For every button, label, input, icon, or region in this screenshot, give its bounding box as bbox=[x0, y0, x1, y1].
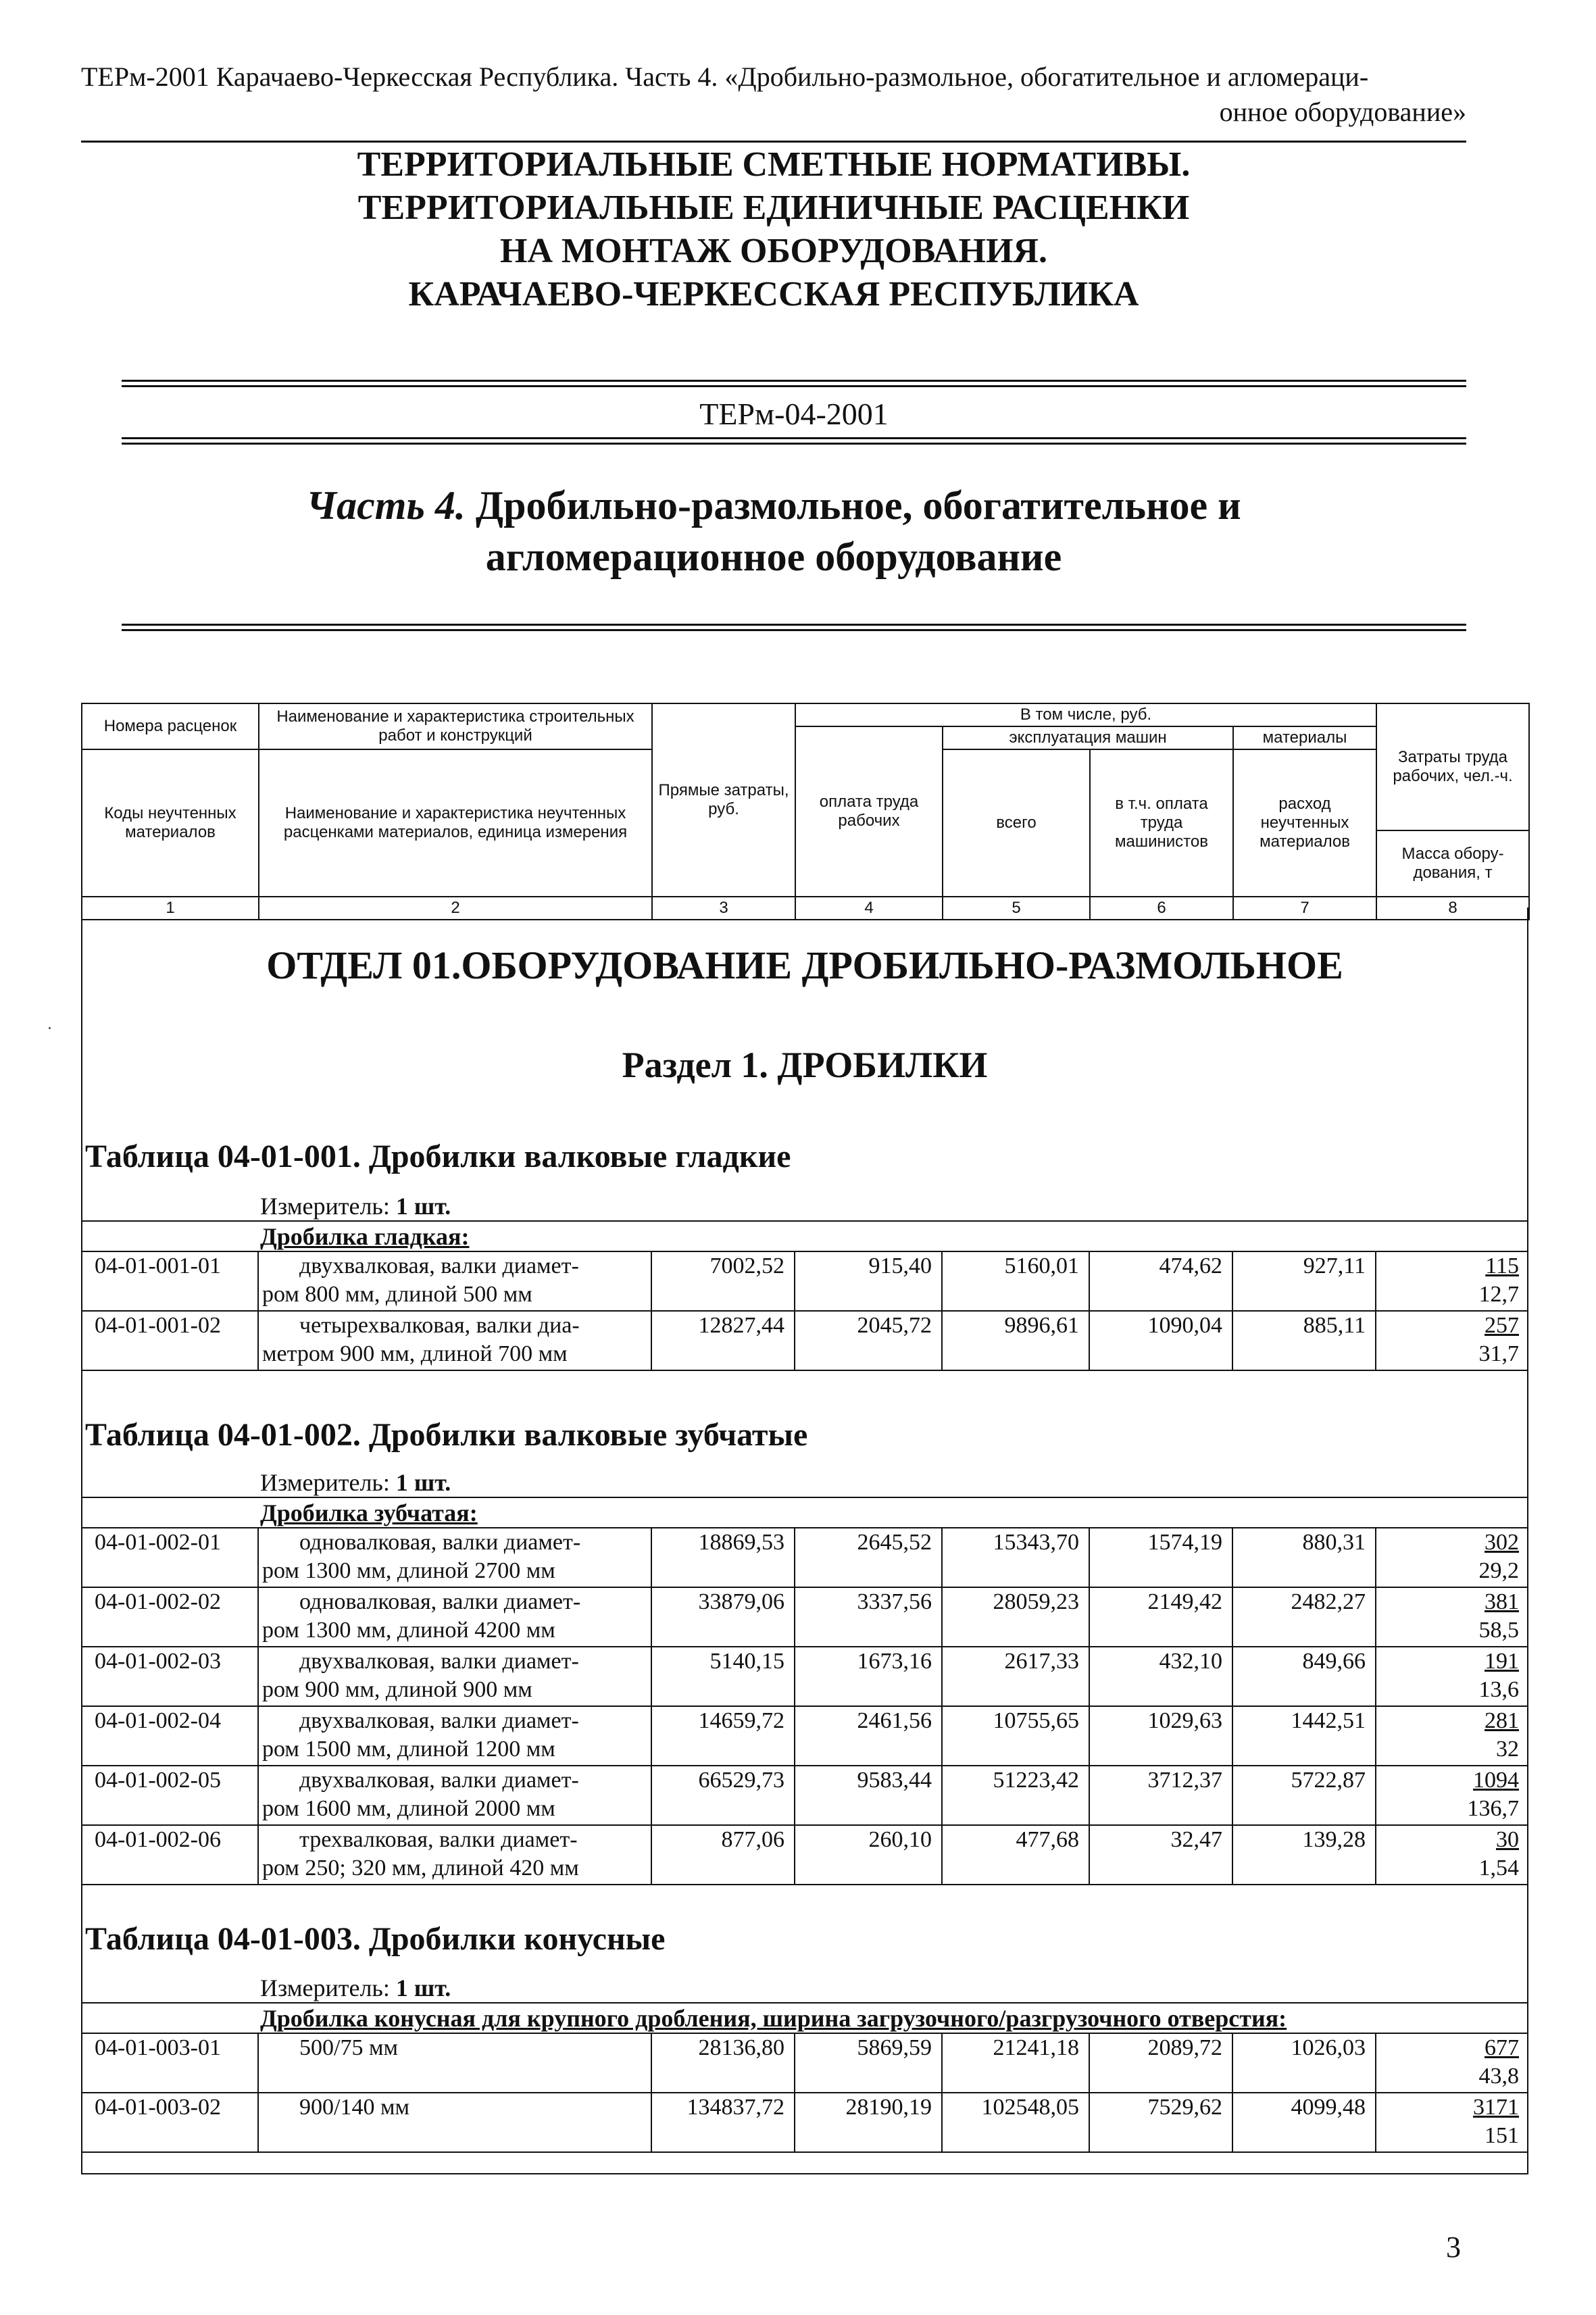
measure-value: 1 шт. bbox=[395, 1974, 451, 2001]
hdr-c8-top: Затраты труда рабочих, чел.-ч. bbox=[1376, 703, 1529, 830]
table-row bbox=[81, 1825, 1528, 1885]
machinists-cost-cell: 2089,72 bbox=[1089, 2033, 1232, 2093]
machines-cost-cell: 21241,18 bbox=[942, 2033, 1089, 2093]
machines-cost-cell: 10755,65 bbox=[942, 1706, 1089, 1766]
rates-table bbox=[81, 1251, 1528, 1371]
hdr-machines: эксплуатация машин bbox=[943, 726, 1233, 749]
equipment-mass: 43,8 bbox=[1478, 2064, 1519, 2089]
work-name-cell bbox=[258, 1311, 651, 1370]
equipment-mass: 31,7 bbox=[1478, 1341, 1519, 1366]
materials-cost-cell: 880,31 bbox=[1232, 1528, 1376, 1587]
hdr-c2-top: Наименование и характеристика строительных работ и конструкций bbox=[259, 703, 652, 749]
machinists-cost-cell: 1574,19 bbox=[1089, 1528, 1232, 1587]
document-code: ТЕРм-04-2001 bbox=[699, 397, 889, 431]
running-header bbox=[81, 59, 1466, 130]
machines-cost-cell: 51223,42 bbox=[942, 1766, 1089, 1825]
work-name-line: двухвалковая, валки диамет- bbox=[299, 1253, 579, 1278]
work-name-line: ром 1300 мм, длиной 2700 мм bbox=[262, 1558, 555, 1583]
work-name-cell bbox=[258, 1766, 651, 1825]
table-caption: Таблица 04-01-001. Дробилки валковые гладкие bbox=[85, 1139, 791, 1174]
hdr-c3: Прямые затраты, руб. bbox=[652, 703, 795, 897]
materials-cost-cell: 139,28 bbox=[1232, 1825, 1376, 1885]
rule-mid-2 bbox=[122, 443, 1466, 445]
part-title-prefix: Часть 4. bbox=[306, 483, 466, 528]
hdr-incl: В том числе, руб. bbox=[795, 703, 1376, 726]
hdr-c7: расход неучтенных материалов bbox=[1233, 749, 1376, 897]
measure-line bbox=[260, 1191, 451, 1221]
rates-table bbox=[81, 2033, 1528, 2153]
rate-code-cell: 04-01-001-01 bbox=[81, 1251, 258, 1311]
main-title-line: ТЕРРИТОРИАЛЬНЫЕ ЕДИНИЧНЫЕ РАСЦЕНКИ bbox=[357, 189, 1190, 227]
scan-speck bbox=[49, 1027, 51, 1029]
labor-hours-mass-cell bbox=[1376, 1251, 1528, 1311]
col-number: 4 bbox=[795, 897, 943, 920]
work-name-cell bbox=[258, 1647, 651, 1706]
running-header-line1: ТЕРм-2001 Карачаево-Черкесская Республика. Часть 4. «Дробильно-размольное, обогатительное и агломераци- bbox=[81, 61, 1369, 92]
rate-code-cell: 04-01-002-04 bbox=[81, 1706, 258, 1766]
labor-hours-mass-cell bbox=[1376, 2093, 1528, 2152]
machinists-cost-cell: 32,47 bbox=[1089, 1825, 1232, 1885]
col-number: 3 bbox=[652, 897, 795, 920]
table-row bbox=[81, 1311, 1528, 1370]
labor-cost-cell: 2645,52 bbox=[795, 1528, 942, 1587]
work-name-cell bbox=[258, 1706, 651, 1766]
table-row bbox=[81, 1647, 1528, 1706]
machinists-cost-cell: 432,10 bbox=[1089, 1647, 1232, 1706]
equipment-mass: 13,6 bbox=[1478, 1677, 1519, 1702]
labor-cost-cell: 3337,56 bbox=[795, 1587, 942, 1647]
hdr-c5: всего bbox=[943, 749, 1090, 897]
labor-cost-cell: 260,10 bbox=[795, 1825, 942, 1885]
labor-hours: 191 bbox=[1485, 1649, 1519, 1674]
work-name-cell bbox=[258, 1825, 651, 1885]
col-number: 1 bbox=[82, 897, 259, 920]
labor-hours-mass-cell bbox=[1376, 1766, 1528, 1825]
measure-label: Измеритель: bbox=[260, 1193, 396, 1220]
work-name-cell bbox=[258, 1587, 651, 1647]
direct-cost-cell: 134837,72 bbox=[651, 2093, 795, 2152]
page-number: 3 bbox=[1446, 2231, 1461, 2264]
measure-line bbox=[260, 1468, 451, 1497]
labor-hours-mass-cell bbox=[1376, 1528, 1528, 1587]
labor-cost-cell: 9583,44 bbox=[795, 1766, 942, 1825]
machines-cost-cell: 477,68 bbox=[942, 1825, 1089, 1885]
work-name-line: двухвалковая, валки диамет- bbox=[299, 1649, 579, 1674]
work-name-cell bbox=[258, 1251, 651, 1311]
materials-cost-cell: 927,11 bbox=[1232, 1251, 1376, 1311]
direct-cost-cell: 7002,52 bbox=[651, 1251, 795, 1311]
labor-hours-mass-cell bbox=[1376, 2033, 1528, 2093]
work-name-line: ром 250; 320 мм, длиной 420 мм bbox=[262, 1856, 579, 1881]
rates-table bbox=[81, 1527, 1528, 1885]
part-title bbox=[81, 480, 1466, 582]
work-name-line: 900/140 мм bbox=[299, 2095, 409, 2120]
hdr-c1-bottom: Коды неучтенных материалов bbox=[82, 749, 259, 897]
measure-label: Измеритель: bbox=[260, 1469, 396, 1496]
work-name-line: метром 900 мм, длиной 700 мм bbox=[262, 1341, 568, 1366]
labor-hours-mass-cell bbox=[1376, 1587, 1528, 1647]
col-number: 7 bbox=[1233, 897, 1376, 920]
machines-cost-cell: 28059,23 bbox=[942, 1587, 1089, 1647]
labor-cost-cell: 1673,16 bbox=[795, 1647, 942, 1706]
work-name-cell bbox=[258, 1528, 651, 1587]
rate-code-cell: 04-01-002-01 bbox=[81, 1528, 258, 1587]
table-caption: Таблица 04-01-002. Дробилки валковые зубчатые bbox=[85, 1417, 808, 1453]
table-row bbox=[81, 1766, 1528, 1825]
rule-top-2 bbox=[122, 385, 1466, 387]
work-name-line: трехвалковая, валки диамет- bbox=[299, 1827, 578, 1852]
materials-cost-cell: 885,11 bbox=[1232, 1311, 1376, 1370]
labor-cost-cell: 2461,56 bbox=[795, 1706, 942, 1766]
materials-cost-cell: 849,66 bbox=[1232, 1647, 1376, 1706]
hdr-c2-bottom: Наименование и характеристика неучтенных расценками материалов, единица измерения bbox=[259, 749, 652, 897]
materials-cost-cell: 4099,48 bbox=[1232, 2093, 1376, 2152]
rate-code-cell: 04-01-003-01 bbox=[81, 2033, 258, 2093]
work-name-line: ром 1300 мм, длиной 4200 мм bbox=[262, 1618, 555, 1643]
rule-bottom-1 bbox=[122, 624, 1466, 626]
machinists-cost-cell: 1029,63 bbox=[1089, 1706, 1232, 1766]
labor-hours: 257 bbox=[1485, 1313, 1519, 1338]
labor-hours: 1094 bbox=[1473, 1768, 1519, 1793]
group-label: Дробилка конусная для крупного дробления, ширина загрузочного/разгрузочного отверстия: bbox=[260, 2005, 1287, 2032]
direct-cost-cell: 12827,44 bbox=[651, 1311, 795, 1370]
table-row bbox=[81, 1528, 1528, 1587]
table-row bbox=[81, 1251, 1528, 1311]
column-header-table bbox=[81, 703, 1530, 920]
work-name-line: ром 1600 мм, длиной 2000 мм bbox=[262, 1796, 555, 1821]
measure-value: 1 шт. bbox=[395, 1469, 451, 1496]
table-row bbox=[81, 2093, 1528, 2152]
table-caption: Таблица 04-01-003. Дробилки конусные bbox=[85, 1921, 666, 1957]
labor-hours-mass-cell bbox=[1376, 1311, 1528, 1370]
group-label: Дробилка гладкая: bbox=[260, 1223, 470, 1250]
measure-line bbox=[260, 1973, 451, 2003]
table-row bbox=[81, 1706, 1528, 1766]
rule-top-1 bbox=[122, 380, 1466, 382]
materials-cost-cell: 1026,03 bbox=[1232, 2033, 1376, 2093]
hdr-c1-top: Номера расценок bbox=[82, 703, 259, 749]
work-name-line: 500/75 мм bbox=[299, 2035, 398, 2060]
measure-value: 1 шт. bbox=[395, 1193, 451, 1220]
header-rule bbox=[81, 141, 1466, 143]
labor-hours: 3171 bbox=[1473, 2095, 1519, 2120]
machinists-cost-cell: 1090,04 bbox=[1089, 1311, 1232, 1370]
table-row bbox=[81, 1587, 1528, 1647]
equipment-mass: 29,2 bbox=[1478, 1558, 1519, 1583]
col-number: 8 bbox=[1376, 897, 1529, 920]
machines-cost-cell: 5160,01 bbox=[942, 1251, 1089, 1311]
rate-code-cell: 04-01-002-06 bbox=[81, 1825, 258, 1885]
equipment-mass: 136,7 bbox=[1467, 1796, 1519, 1821]
rate-code-cell: 04-01-002-05 bbox=[81, 1766, 258, 1825]
labor-hours-mass-cell bbox=[1376, 1825, 1528, 1885]
labor-hours: 30 bbox=[1496, 1827, 1519, 1852]
section-heading: Раздел 1. ДРОБИЛКИ bbox=[622, 1045, 988, 1085]
machines-cost-cell: 102548,05 bbox=[942, 2093, 1089, 2152]
labor-hours: 677 bbox=[1485, 2035, 1519, 2060]
labor-hours: 115 bbox=[1485, 1253, 1519, 1278]
equipment-mass: 151 bbox=[1485, 2123, 1519, 2148]
materials-cost-cell: 5722,87 bbox=[1232, 1766, 1376, 1825]
work-name-line: двухвалковая, валки диамет- bbox=[299, 1768, 579, 1793]
hdr-c8-bottom: Масса обору-дования, т bbox=[1376, 830, 1529, 897]
labor-hours: 381 bbox=[1485, 1589, 1519, 1614]
measure-label: Измеритель: bbox=[260, 1974, 396, 2001]
rate-code-cell: 04-01-003-02 bbox=[81, 2093, 258, 2152]
machinists-cost-cell: 7529,62 bbox=[1089, 2093, 1232, 2152]
col-number: 2 bbox=[259, 897, 652, 920]
machines-cost-cell: 15343,70 bbox=[942, 1528, 1089, 1587]
rule-mid-1 bbox=[122, 437, 1466, 439]
work-name-line: одновалковая, валки диамет- bbox=[299, 1589, 581, 1614]
labor-cost-cell: 5869,59 bbox=[795, 2033, 942, 2093]
rate-code-cell: 04-01-001-02 bbox=[81, 1311, 258, 1370]
labor-cost-cell: 915,40 bbox=[795, 1251, 942, 1311]
equipment-mass: 1,54 bbox=[1478, 1856, 1519, 1881]
work-name-line: двухвалковая, валки диамет- bbox=[299, 1708, 579, 1733]
labor-cost-cell: 28190,19 bbox=[795, 2093, 942, 2152]
work-name-line: одновалковая, валки диамет- bbox=[299, 1530, 581, 1555]
main-title-line: НА МОНТАЖ ОБОРУДОВАНИЯ. bbox=[500, 232, 1047, 270]
group-label: Дробилка зубчатая: bbox=[260, 1499, 478, 1526]
part-title-line2: агломерационное оборудование bbox=[485, 534, 1062, 579]
rule-bottom-2 bbox=[122, 629, 1466, 631]
direct-cost-cell: 28136,80 bbox=[651, 2033, 795, 2093]
hdr-c4: оплата труда рабочих bbox=[795, 726, 943, 897]
direct-cost-cell: 5140,15 bbox=[651, 1647, 795, 1706]
work-name-line: ром 800 мм, длиной 500 мм bbox=[262, 1282, 532, 1307]
work-name-line: ром 900 мм, длиной 900 мм bbox=[262, 1677, 532, 1702]
machinists-cost-cell: 3712,37 bbox=[1089, 1766, 1232, 1825]
materials-cost-cell: 1442,51 bbox=[1232, 1706, 1376, 1766]
main-title-line: КАРАЧАЕВО-ЧЕРКЕССКАЯ РЕСПУБЛИКА bbox=[408, 275, 1139, 314]
rate-code-cell: 04-01-002-03 bbox=[81, 1647, 258, 1706]
direct-cost-cell: 877,06 bbox=[651, 1825, 795, 1885]
department-heading: ОТДЕЛ 01.ОБОРУДОВАНИЕ ДРОБИЛЬНО-РАЗМОЛЬНОЕ bbox=[266, 943, 1343, 987]
labor-hours: 281 bbox=[1485, 1708, 1519, 1733]
direct-cost-cell: 18869,53 bbox=[651, 1528, 795, 1587]
main-title-line: ТЕРРИТОРИАЛЬНЫЕ СМЕТНЫЕ НОРМАТИВЫ. bbox=[357, 145, 1191, 184]
work-name-line: ром 1500 мм, длиной 1200 мм bbox=[262, 1737, 555, 1762]
equipment-mass: 58,5 bbox=[1478, 1618, 1519, 1643]
labor-hours-mass-cell bbox=[1376, 1647, 1528, 1706]
equipment-mass: 12,7 bbox=[1478, 1282, 1519, 1307]
work-name-cell bbox=[258, 2093, 651, 2152]
part-title-line1: Дробильно-размольное, обогатительное и bbox=[465, 483, 1241, 528]
labor-hours: 302 bbox=[1485, 1530, 1519, 1555]
col-number: 6 bbox=[1090, 897, 1233, 920]
running-header-line2: онное оборудование» bbox=[1219, 97, 1466, 127]
machines-cost-cell: 2617,33 bbox=[942, 1647, 1089, 1706]
hdr-c6: в т.ч. оплата труда машинистов bbox=[1090, 749, 1233, 897]
labor-hours-mass-cell bbox=[1376, 1706, 1528, 1766]
col-number: 5 bbox=[943, 897, 1090, 920]
equipment-mass: 32 bbox=[1496, 1737, 1519, 1762]
machinists-cost-cell: 2149,42 bbox=[1089, 1587, 1232, 1647]
machinists-cost-cell: 474,62 bbox=[1089, 1251, 1232, 1311]
direct-cost-cell: 14659,72 bbox=[651, 1706, 795, 1766]
table-row bbox=[81, 2033, 1528, 2093]
machines-cost-cell: 9896,61 bbox=[942, 1311, 1089, 1370]
direct-cost-cell: 66529,73 bbox=[651, 1766, 795, 1825]
rate-code-cell: 04-01-002-02 bbox=[81, 1587, 258, 1647]
main-title bbox=[81, 143, 1466, 316]
work-name-line: четырехвалковая, валки диа- bbox=[299, 1313, 580, 1338]
hdr-materials: материалы bbox=[1233, 726, 1376, 749]
direct-cost-cell: 33879,06 bbox=[651, 1587, 795, 1647]
labor-cost-cell: 2045,72 bbox=[795, 1311, 942, 1370]
materials-cost-cell: 2482,27 bbox=[1232, 1587, 1376, 1647]
work-name-cell bbox=[258, 2033, 651, 2093]
